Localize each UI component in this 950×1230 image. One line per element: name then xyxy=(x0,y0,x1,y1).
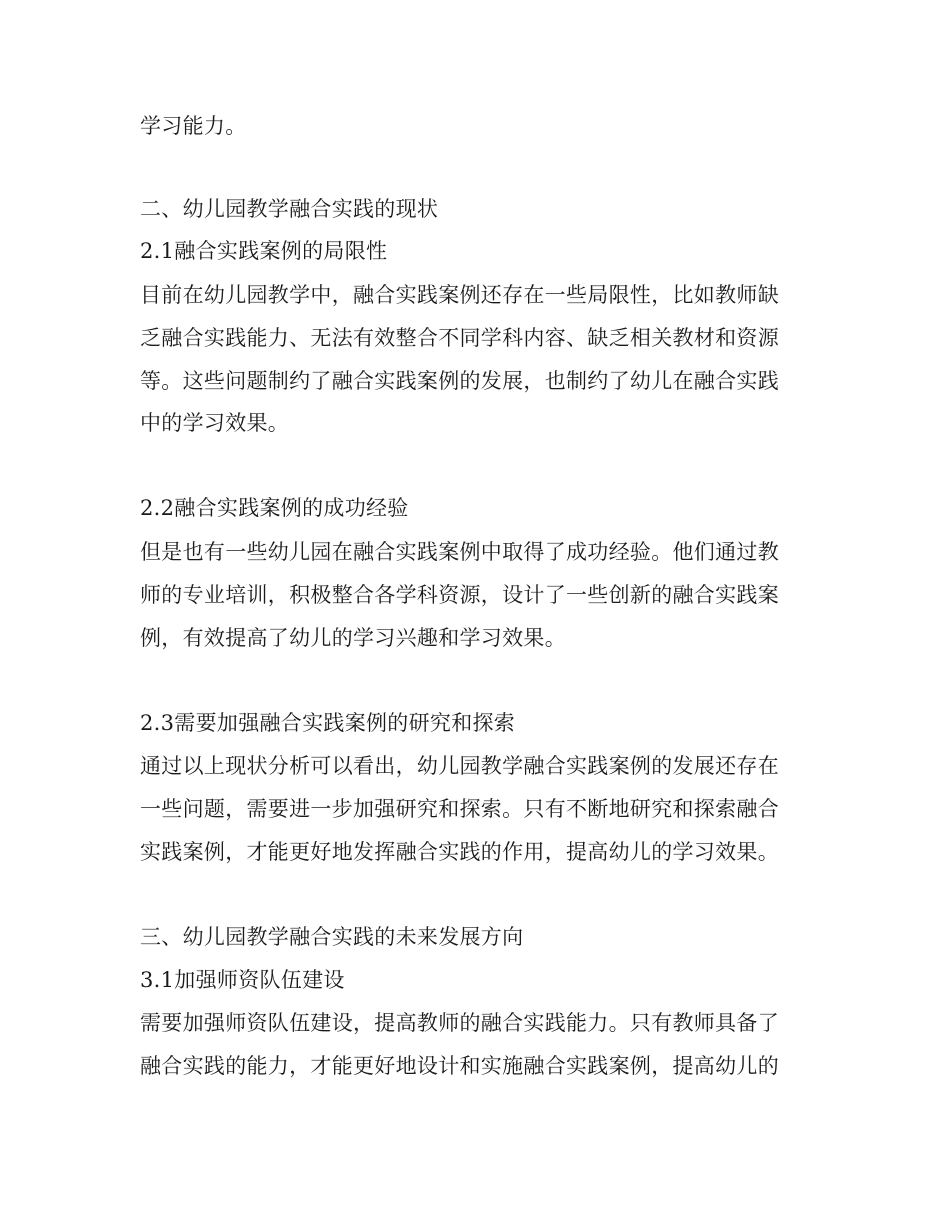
paragraph-line: 等。这些问题制约了融合实践案例的发展，也制约了幼儿在融合实践 xyxy=(140,369,779,393)
paragraph-line: 目前在幼儿园教学中，融合实践案例还存在一些局限性，比如教师缺 xyxy=(140,283,779,307)
paragraph-line: 师的专业培训，积极整合各学科资源，设计了一些创新的融合实践案 xyxy=(140,583,779,607)
paragraph-line: 乏融合实践能力、无法有效整合不同学科内容、缺乏相关教材和资源 xyxy=(140,326,779,350)
paragraph-line: 融合实践的能力，才能更好地设计和实施融合实践案例，提高幼儿的 xyxy=(140,1054,779,1078)
section-heading: 二、幼儿园教学融合实践的现状 xyxy=(140,197,439,221)
paragraph-line: 中的学习效果。 xyxy=(140,411,290,435)
subsection-heading: 2.3需要加强融合实践案例的研究和探索 xyxy=(140,711,516,735)
subsection-heading: 2.2融合实践案例的成功经验 xyxy=(140,496,409,520)
paragraph-line: 学习能力。 xyxy=(140,114,247,138)
paragraph-line: 但是也有一些幼儿园在融合实践案例中取得了成功经验。他们通过教 xyxy=(140,540,779,564)
subsection-heading: 3.1加强师资队伍建设 xyxy=(140,968,345,992)
paragraph-line: 实践案例，才能更好地发挥融合实践的作用，提高幼儿的学习效果。 xyxy=(140,840,779,864)
paragraph-line: 例，有效提高了幼儿的学习兴趣和学习效果。 xyxy=(140,626,566,650)
paragraph-line: 需要加强师资队伍建设，提高教师的融合实践能力。只有教师具备了 xyxy=(140,1011,779,1035)
subsection-heading: 2.1融合实践案例的局限性 xyxy=(140,239,388,263)
section-heading: 三、幼儿园教学融合实践的未来发展方向 xyxy=(140,925,524,949)
paragraph-line: 通过以上现状分析可以看出，幼儿园教学融合实践案例的发展还存在 xyxy=(140,754,779,778)
paragraph-line: 一些问题，需要进一步加强研究和探索。只有不断地研究和探索融合 xyxy=(140,797,779,821)
